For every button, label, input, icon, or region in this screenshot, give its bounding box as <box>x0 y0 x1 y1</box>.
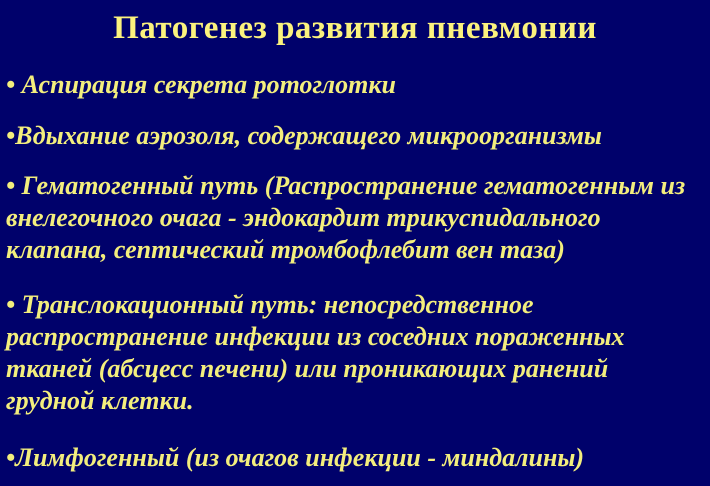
bullet-item <box>6 120 704 152</box>
bullet-line: внелегочного очага - эндокардит трикуспидального <box>6 203 601 232</box>
bullet-line: • Гематогенный путь (Распространение гематогенным из <box>6 171 686 200</box>
bullet-line: тканей (абсцесс печени) или проникающих ранений <box>6 354 609 383</box>
bullet-line: • Аспирация секрета ротоглотки <box>6 70 396 99</box>
bullet-item <box>6 442 704 474</box>
bullet-line: •Лимфогенный (из очагов инфекции - миндалины) <box>6 443 585 472</box>
bullet-line: клапана, септический тромбофлебит вен таза) <box>6 235 565 264</box>
bullet-list <box>6 69 704 474</box>
bullet-line: • Транслокационный путь: непосредственное <box>6 290 534 319</box>
bullet-line: грудной клетки. <box>6 386 194 415</box>
bullet-item <box>6 69 704 101</box>
slide-title: Патогенез развития пневмонии <box>113 10 597 46</box>
bullet-item <box>6 289 704 417</box>
bullet-item <box>6 170 704 266</box>
bullet-line: •Вдыхание аэрозоля, содержащего микроорганизмы <box>6 121 602 150</box>
bullet-line: распространение инфекции из соседних пораженных <box>6 322 625 351</box>
